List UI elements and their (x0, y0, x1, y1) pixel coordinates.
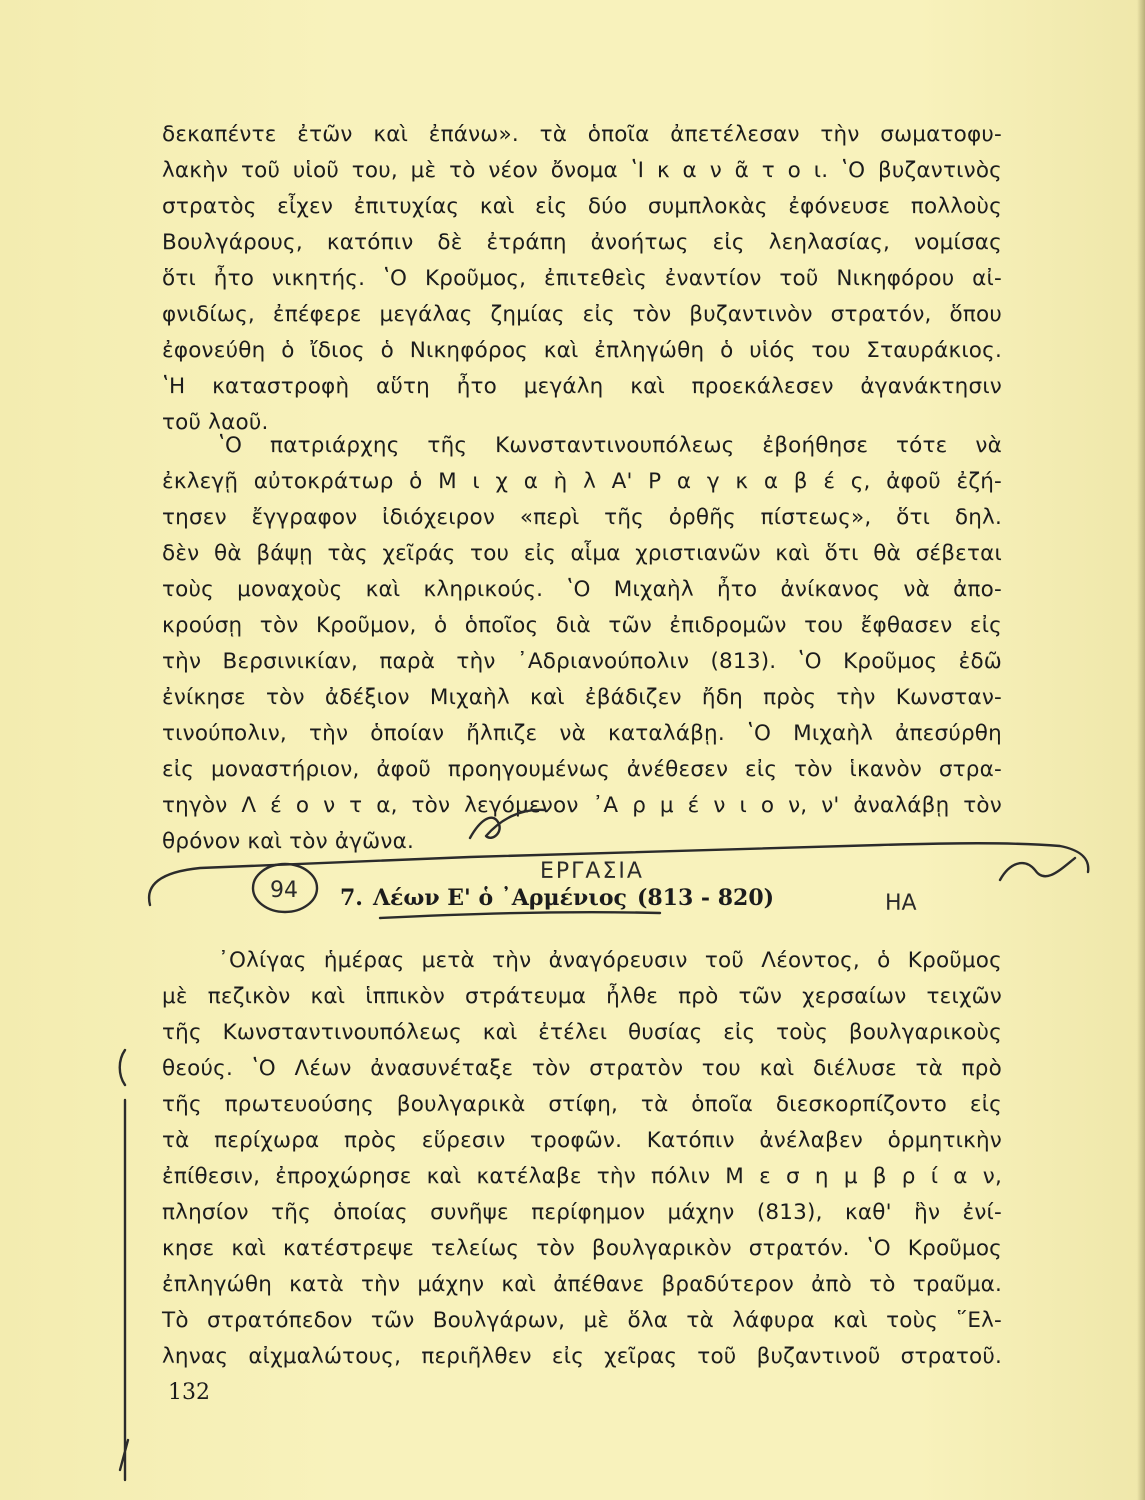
text-line: ᾿Ολίγας ἡμέρας μετὰ τὴν ἀναγόρευσιν τοῦ Λέοντος, ὁ Κροῦμος (218, 948, 1002, 973)
text-line: τησεν ἔγγραφον ἰδιόχειρον «περὶ τῆς ὀρθῆς πίστεως», ὅτι δηλ. (162, 505, 1002, 530)
handwritten-circled-number: 94 (270, 878, 298, 903)
text-line: θεούς. ʽΟ Λέων ἀνασυνέταξε τὸν στρατὸν του καὶ διέλυσε τὰ πρὸ (162, 1056, 1002, 1081)
text-line: ὅτι ἦτο νικητής. ʽΟ Κροῦμος, ἐπιτεθεὶς ἐναντίον τοῦ Νικηφόρου αἰ- (162, 266, 1002, 291)
text-line: ληνας αἰχμαλώτους, περιῆλθεν εἰς χεῖρας τοῦ βυζαντινοῦ στρατοῦ. (162, 1344, 1002, 1369)
text-line: δεκαπέντε ἐτῶν καὶ ἐπάνω». τὰ ὁποῖα ἀπετέλεσαν τὴν σωματοφυ- (162, 122, 1002, 147)
text-line: Τὸ στρατόπεδον τῶν Βουλγάρων, μὲ ὅλα τὰ λάφυρα καὶ τοὺς ῞Ελ- (162, 1308, 1002, 1333)
text-line: θρόνον καὶ τὸν ἀγῶνα. (162, 829, 414, 854)
text-line: φνιδίως, ἐπέφερε μεγάλας ζημίας εἰς τὸν βυζαντινὸν στρατόν, ὅπου (162, 302, 1002, 327)
text-line: πλησίον τῆς ὁποίας συνῆψε περίφημον μάχην (813), καθ' ἣν ἐνί- (162, 1200, 1002, 1225)
paragraph-3 (162, 943, 1002, 1375)
text-line: τοῦ λαοῦ. (162, 410, 269, 435)
page-edge-shadow (1137, 0, 1145, 1500)
section-title: Λέων Ε' ὁ ᾿Αρμένιος (372, 885, 627, 911)
handwritten-note-above: ΕΡΓΑΣΙΑ (540, 859, 644, 884)
text-line: τῆς Κωνσταντινουπόλεως καὶ ἐτέλει θυσίας εἰς τοὺς βουλγαρικοὺς (162, 1020, 1002, 1045)
text-line: ἐκλεγῇ αὐτοκράτωρ ὁ Μ ι χ α ὴ λ Α' Ρ α γ κ α β έ ς, ἀφοῦ ἐζή- (162, 469, 1002, 494)
paragraph-1 (162, 117, 1002, 441)
text-line: τηγὸν Λ έ ο ν τ α, τὸν λεγόμενον ᾿Α ρ μ έ ν ι ο ν, ν' ἀναλάβῃ τὸν (162, 793, 1002, 818)
text-line: λακὴν τοῦ υἱοῦ του, μὲ τὸ νέον ὄνομα ʽΙ κ α ν ᾶ τ ο ι. ʽΟ βυζαντινὸς (162, 158, 1002, 183)
handwritten-note-right: ΗΑ (885, 891, 917, 916)
text-line: στρατὸς εἶχεν ἐπιτυχίας καὶ εἰς δύο συμπλοκὰς ἐφόνευσε πολλοὺς (162, 194, 1002, 219)
section-number: 7. (340, 885, 363, 911)
text-line: ʽΟ πατριάρχης τῆς Κωνσταντινουπόλεως ἐβοήθησε τότε νὰ (218, 433, 1002, 458)
text-line: δὲν θὰ βάψῃ τὰς χεῖράς του εἰς αἷμα χριστιανῶν καὶ ὅτι θὰ σέβεται (162, 541, 1002, 566)
text-line: τὴν Βερσινικίαν, παρὰ τὴν ᾿Αδριανούπολιν (813). ʽΟ Κροῦμος ἐδῶ (162, 649, 1002, 674)
text-line: ἐπίθεσιν, ἐπροχώρησε καὶ κατέλαβε τὴν πόλιν Μ ε σ η μ β ρ ί α ν, (162, 1164, 1002, 1189)
section-heading (340, 880, 860, 916)
text-line: κησε καὶ κατέστρεψε τελείως τὸν βουλγαρικὸν στρατόν. ʽΟ Κροῦμος (162, 1236, 1002, 1261)
section-years: (813 - 820) (636, 885, 775, 911)
text-line: τῆς πρωτευούσης βουλγαρικὰ στίφη, τὰ ὁποῖα διεσκορπίζοντο εἰς (162, 1092, 1002, 1117)
text-line: τοὺς μοναχοὺς καὶ κληρικούς. ʽΟ Μιχαὴλ ἦτο ἀνίκανος νὰ ἀπο- (162, 577, 1002, 602)
text-line: μὲ πεζικὸν καὶ ἱππικὸν στράτευμα ἦλθε πρὸ τῶν χερσαίων τειχῶν (162, 984, 1002, 1009)
text-line: τινούπολιν, τὴν ὁποίαν ἤλπιζε νὰ καταλάβῃ. ʽΟ Μιχαὴλ ἀπεσύρθη (162, 721, 1002, 746)
paragraph-2 (162, 428, 1002, 860)
text-line: κρούσῃ τὸν Κροῦμον, ὁ ὁποῖος διὰ τῶν ἐπιδρομῶν του ἔφθασεν εἰς (162, 613, 1002, 638)
text-line: Βουλγάρους, κατόπιν δὲ ἐτράπη ἀνοήτως εἰς λεηλασίας, νομίσας (162, 230, 1002, 255)
text-line: ʽΗ καταστροφὴ αὕτη ἦτο μεγάλη καὶ προεκάλεσεν ἀγανάκτησιν (162, 374, 1002, 399)
text-line: τὰ περίχωρα πρὸς εὕρεσιν τροφῶν. Κατόπιν ἀνέλαβεν ὁρμητικὴν (162, 1128, 1002, 1153)
text-line: ἐφονεύθη ὁ ἴδιος ὁ Νικηφόρος καὶ ἐπληγώθη ὁ υἱός του Σταυράκιος. (162, 338, 1002, 363)
text-line: ἐπληγώθη κατὰ τὴν μάχην καὶ ἀπέθανε βραδύτερον ἀπὸ τὸ τραῦμα. (162, 1272, 1002, 1297)
text-line: ἐνίκησε τὸν ἀδέξιον Μιχαὴλ καὶ ἐβάδιζεν ἤδη πρὸς τὴν Κωνσταν- (162, 685, 1002, 710)
text-line: εἰς μοναστήριον, ἀφοῦ προηγουμένως ἀνέθεσεν εἰς τὸν ἱκανὸν στρα- (162, 757, 1002, 782)
page-number: 132 (168, 1380, 210, 1405)
